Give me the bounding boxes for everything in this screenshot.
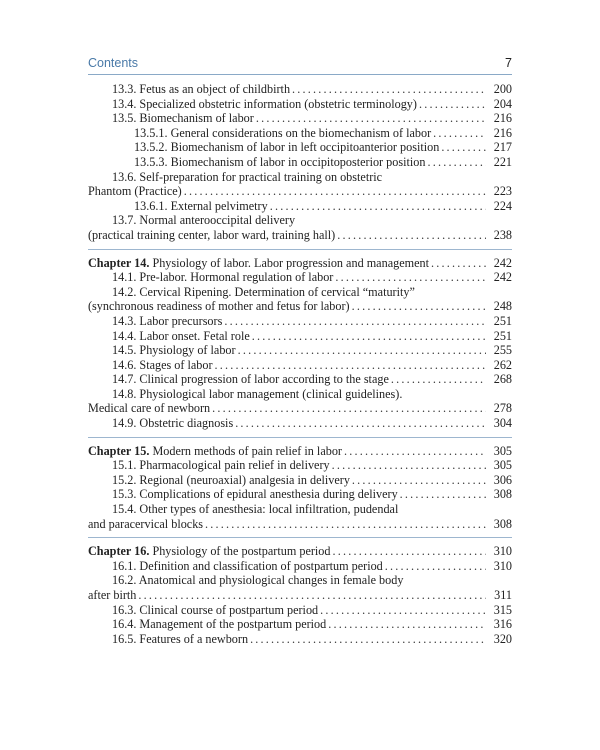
- toc-entry[interactable]: [88, 387, 512, 402]
- dot-leader: [427, 155, 486, 170]
- page-number: 7: [505, 56, 512, 70]
- entry-title: 14.2. Cervical Ripening. Determination of cervical “maturity”: [112, 284, 415, 299]
- entry-page-number: 310: [493, 544, 512, 559]
- table-of-contents: [88, 82, 512, 646]
- toc-entry[interactable]: [88, 458, 512, 473]
- toc-entry-text: [134, 199, 268, 214]
- dot-leader: [391, 372, 486, 387]
- toc-entry-text: [88, 517, 203, 532]
- entry-page-number: 251: [493, 313, 512, 328]
- header-rule: [88, 74, 512, 75]
- entry-page-number: 311: [494, 588, 512, 602]
- toc-entry[interactable]: [88, 213, 512, 228]
- toc-entry-text: [112, 111, 254, 126]
- entry-title: 16.4. Management of the postpartum period: [112, 617, 327, 632]
- toc-entry[interactable]: [88, 140, 512, 155]
- chapter-label: Chapter 14.: [88, 255, 150, 270]
- toc-entry-text: [88, 256, 429, 271]
- entry-title: after birth: [88, 588, 137, 602]
- toc-entry-text: [112, 358, 213, 373]
- entry-title: 14.7. Clinical progression of labor according to the stage: [112, 372, 389, 387]
- toc-entry[interactable]: [88, 588, 512, 603]
- entry-page-number: 217: [493, 140, 512, 155]
- entry-title: and paracervical blocks: [88, 516, 204, 531]
- toc-entry[interactable]: [88, 617, 512, 632]
- entry-title: 14.6. Stages of labor: [112, 357, 213, 372]
- toc-entry-text: [112, 329, 250, 344]
- dot-leader: [352, 299, 486, 314]
- entry-page-number: 268: [493, 372, 512, 387]
- toc-entry[interactable]: [88, 111, 512, 126]
- dot-leader: [333, 544, 487, 559]
- toc-entry[interactable]: [88, 444, 512, 459]
- toc-entry[interactable]: [88, 184, 512, 199]
- entry-page-number: 248: [493, 299, 512, 314]
- entry-page-number: 262: [493, 357, 512, 372]
- dot-leader: [212, 401, 486, 416]
- toc-entry-text: [112, 458, 330, 473]
- toc-entry[interactable]: [88, 228, 512, 243]
- chapter-block: [88, 249, 512, 431]
- toc-entry-text: [112, 285, 415, 300]
- toc-entry[interactable]: [88, 314, 512, 329]
- entry-page-number: 242: [493, 255, 512, 270]
- chapter-label: Chapter 16.: [88, 544, 150, 559]
- entry-page-number: 242: [493, 270, 512, 285]
- entry-title: 15.1. Pharmacological pain relief in delivery: [112, 458, 330, 473]
- toc-entry-text: [112, 502, 398, 517]
- entry-title: 13.5.3. Biomechanism of labor in occipitoposterior position: [134, 154, 426, 169]
- entry-title: (practical training center, labor ward, training hall): [88, 227, 336, 242]
- entry-page-number: 278: [493, 401, 512, 416]
- entry-page-number: 238: [493, 227, 512, 242]
- chapter-block: [88, 82, 512, 243]
- dot-leader: [335, 270, 486, 285]
- dot-leader: [431, 256, 486, 271]
- toc-entry[interactable]: [88, 632, 512, 647]
- entry-page-number: 204: [493, 96, 512, 111]
- toc-entry[interactable]: [88, 97, 512, 112]
- entry-title: 15.4. Other types of anesthesia: local infiltration, pudendal: [112, 502, 399, 517]
- dot-leader: [433, 126, 486, 141]
- entry-page-number: 316: [493, 617, 512, 632]
- entry-page-number: 223: [493, 184, 512, 199]
- toc-entry[interactable]: [88, 487, 512, 502]
- toc-entry-text: [134, 140, 439, 155]
- toc-entry-text: [112, 487, 398, 502]
- entry-title: 13.4. Specialized obstetric information (obstetric terminology): [112, 96, 417, 111]
- entry-title: 13.5.2. Biomechanism of labor in left occipitoanterior position: [134, 140, 440, 155]
- toc-entry[interactable]: [88, 573, 512, 588]
- entry-title: 15.2. Regional (neuroaxial) analgesia in delivery: [112, 472, 350, 487]
- dot-leader: [215, 358, 486, 373]
- toc-entry[interactable]: [88, 82, 512, 97]
- dot-leader: [270, 199, 486, 214]
- dot-leader: [328, 617, 486, 632]
- toc-entry[interactable]: [88, 155, 512, 170]
- entry-title: 14.3. Labor precursors: [112, 313, 223, 328]
- entry-title: 14.5. Physiology of labor: [112, 343, 236, 358]
- toc-entry[interactable]: [88, 343, 512, 358]
- running-title: Contents: [88, 56, 139, 70]
- dot-leader: [352, 473, 486, 488]
- toc-entry-text: [112, 82, 290, 97]
- entry-title: 16.2. Anatomical and physiological changes in female body: [112, 573, 404, 588]
- entry-title: 16.3. Clinical course of postpartum period: [112, 602, 319, 617]
- entry-title: 15.3. Complications of epidural anesthesia during delivery: [112, 487, 398, 502]
- dot-leader: [320, 603, 486, 618]
- entry-title: 13.6. Self-preparation for practical training on obstetric: [112, 169, 383, 184]
- entry-page-number: 224: [493, 198, 512, 213]
- dot-leader: [184, 184, 486, 199]
- toc-entry-text: [112, 573, 403, 588]
- entry-page-number: 221: [493, 154, 512, 169]
- dot-leader: [224, 314, 486, 329]
- entry-title: Physiology of the postpartum period: [152, 544, 331, 559]
- toc-entry[interactable]: [88, 270, 512, 285]
- toc-entry-text: [112, 213, 295, 228]
- toc-entry-text: [88, 444, 342, 459]
- toc-entry-text: [112, 603, 318, 618]
- chapter-label: Chapter 15.: [88, 443, 150, 458]
- toc-entry-text: [88, 184, 182, 199]
- toc-entry[interactable]: [88, 199, 512, 214]
- entry-page-number: 216: [493, 125, 512, 140]
- toc-entry[interactable]: [88, 559, 512, 574]
- entry-title: 14.8. Physiological labor management (clinical guidelines).: [112, 386, 403, 401]
- dot-leader: [332, 458, 486, 473]
- entry-page-number: 251: [493, 328, 512, 343]
- toc-entry[interactable]: [88, 256, 512, 271]
- toc-entry[interactable]: [88, 285, 512, 300]
- toc-entry[interactable]: [88, 502, 512, 517]
- entry-page-number: 216: [493, 111, 512, 126]
- entry-title: 13.5.1. General considerations on the biomechanism of labor: [134, 125, 432, 140]
- toc-entry-text: [112, 559, 383, 574]
- dot-leader: [252, 329, 486, 344]
- dot-leader: [385, 559, 486, 574]
- entry-page-number: 320: [493, 631, 512, 646]
- toc-entry[interactable]: [88, 372, 512, 387]
- dot-leader: [337, 228, 486, 243]
- toc-entry-text: [88, 588, 136, 603]
- entry-page-number: 255: [493, 343, 512, 358]
- entry-page-number: 304: [493, 416, 512, 431]
- toc-entry-text: [88, 401, 210, 416]
- entry-page-number: 308: [493, 487, 512, 502]
- toc-entry[interactable]: [88, 358, 512, 373]
- entry-page-number: 306: [493, 472, 512, 487]
- toc-entry[interactable]: [88, 603, 512, 618]
- toc-entry[interactable]: [88, 517, 512, 532]
- entry-title: 14.1. Pre-labor. Hormonal regulation of labor: [112, 270, 334, 285]
- toc-entry-text: [112, 97, 417, 112]
- entry-title: 13.6.1. External pelvimetry: [134, 198, 268, 213]
- dot-leader: [138, 588, 486, 603]
- toc-entry-text: [134, 126, 431, 141]
- entry-title: 14.9. Obstetric diagnosis: [112, 416, 234, 431]
- entry-title: Modern methods of pain relief in labor: [152, 443, 342, 458]
- dot-leader: [250, 632, 486, 647]
- toc-entry-text: [88, 544, 331, 559]
- dot-leader: [235, 416, 486, 431]
- toc-entry[interactable]: [88, 126, 512, 141]
- dot-leader: [344, 444, 486, 459]
- chapter-block: [88, 537, 512, 646]
- toc-entry[interactable]: [88, 329, 512, 344]
- toc-entry-text: [112, 314, 222, 329]
- toc-entry-text: [112, 270, 333, 285]
- toc-entry-text: [134, 155, 425, 170]
- dot-leader: [205, 517, 486, 532]
- entry-title: 13.5. Biomechanism of labor: [112, 111, 254, 126]
- entry-title: Phantom (Practice): [88, 184, 182, 199]
- dot-leader: [256, 111, 486, 126]
- dot-leader: [400, 487, 486, 502]
- toc-entry-text: [88, 299, 350, 314]
- toc-entry[interactable]: [88, 170, 512, 185]
- entry-page-number: 315: [493, 602, 512, 617]
- entry-page-number: 310: [493, 558, 512, 573]
- toc-entry[interactable]: [88, 473, 512, 488]
- dot-leader: [419, 97, 486, 112]
- entry-title: 16.1. Definition and classification of postpartum period: [112, 558, 383, 573]
- toc-entry-text: [112, 372, 389, 387]
- entry-page-number: 305: [493, 458, 512, 473]
- entry-title: 13.3. Fetus as an object of childbirth: [112, 82, 291, 96]
- toc-entry-text: [112, 617, 326, 632]
- toc-entry[interactable]: [88, 416, 512, 431]
- toc-entry-text: [112, 632, 248, 647]
- page-header: [88, 56, 512, 80]
- toc-entry[interactable]: [88, 299, 512, 314]
- entry-title: Physiology of labor. Labor progression and management: [152, 255, 429, 270]
- entry-title: 16.5. Features of a newborn: [112, 631, 249, 646]
- entry-page-number: 308: [493, 516, 512, 531]
- toc-entry[interactable]: [88, 544, 512, 559]
- toc-entry-text: [112, 416, 233, 431]
- entry-title: 13.7. Normal anterooccipital delivery: [112, 213, 296, 228]
- dot-leader: [292, 82, 486, 97]
- toc-entry-text: [88, 228, 335, 243]
- entry-page-number: 200: [493, 82, 512, 96]
- toc-entry-text: [112, 387, 402, 402]
- toc-entry[interactable]: [88, 401, 512, 416]
- entry-title: (synchronous readiness of mother and fetus for labor): [88, 299, 350, 314]
- toc-entry-text: [112, 343, 236, 358]
- entry-title: Medical care of newborn: [88, 401, 211, 416]
- dot-leader: [441, 140, 486, 155]
- toc-entry-text: [112, 473, 350, 488]
- dot-leader: [238, 343, 486, 358]
- toc-entry-text: [112, 170, 382, 185]
- chapter-block: [88, 437, 512, 532]
- entry-title: 14.4. Labor onset. Fetal role: [112, 328, 250, 343]
- entry-page-number: 305: [493, 443, 512, 458]
